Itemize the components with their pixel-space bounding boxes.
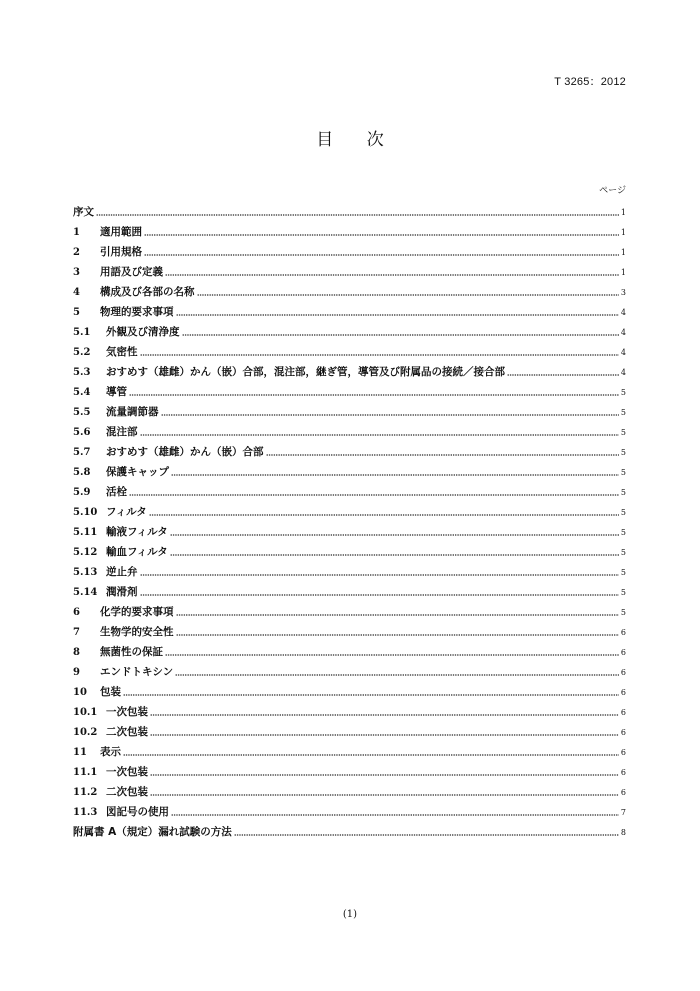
toc-dot-leader xyxy=(129,494,619,496)
toc-entry-title: 序文 xyxy=(73,206,94,218)
toc-entry[interactable] xyxy=(73,459,626,479)
toc-entry[interactable] xyxy=(73,719,626,739)
toc-entry-number: 5.13 xyxy=(73,567,98,578)
toc-dot-leader xyxy=(161,414,620,416)
toc-entry-number: 5.7 xyxy=(73,447,91,458)
toc-entry-title: おすめす（雄雌）かん（嵌）合部 xyxy=(106,446,264,458)
toc-dot-leader xyxy=(149,514,619,516)
toc-entry-page: 5 xyxy=(620,448,626,457)
toc-entry-number: 4 xyxy=(73,287,80,298)
toc-entry-page: 1 xyxy=(620,248,626,257)
toc-entry-page: 5 xyxy=(620,608,626,617)
toc-entry-title: エンドトキシン xyxy=(100,666,174,678)
toc-entry-number: 5.12 xyxy=(73,547,98,558)
toc-entry-number: 3 xyxy=(73,267,80,278)
toc-dot-leader xyxy=(175,674,619,676)
toc-entry-number: 5.5 xyxy=(73,407,91,418)
toc-entry-page: 4 xyxy=(620,348,626,357)
toc-entry[interactable] xyxy=(73,439,626,459)
toc-dot-leader xyxy=(507,374,619,376)
toc-entry-title: 輸血フィルタ xyxy=(106,546,168,558)
toc-entry-page: 5 xyxy=(620,548,626,557)
toc-entry[interactable] xyxy=(73,819,626,839)
toc-dot-leader xyxy=(176,634,620,636)
toc-entry-page: 5 xyxy=(620,408,626,417)
toc-entry-page: 4 xyxy=(620,368,626,377)
toc-entry-number: 9 xyxy=(73,667,80,678)
toc-entry-page: 6 xyxy=(620,788,626,797)
toc-entry-title: おすめす（雄雌）かん（嵌）合部，混注部，継ぎ管，導管及び附属品の接続／接合部 xyxy=(106,366,505,378)
toc-entry-page: 5 xyxy=(620,488,626,497)
page-footer-number: (1) xyxy=(342,909,358,920)
toc-dot-leader xyxy=(140,594,620,596)
toc-entry-page: 5 xyxy=(620,508,626,517)
toc-entry[interactable] xyxy=(73,659,626,679)
standard-number: T 3265：2012 xyxy=(554,76,626,88)
toc-entry-title: 適用範囲 xyxy=(100,226,142,238)
toc-entry-number: 5 xyxy=(73,307,80,318)
toc-entry-number: 5.3 xyxy=(73,367,91,378)
toc-entry[interactable] xyxy=(73,539,626,559)
toc-dot-leader xyxy=(140,434,620,436)
toc-entry-title: 一次包装 xyxy=(106,766,148,778)
toc-entry[interactable] xyxy=(73,699,626,719)
toc-entry[interactable] xyxy=(73,419,626,439)
toc-dot-leader xyxy=(171,814,619,816)
toc-entry-number: 5.6 xyxy=(73,427,91,438)
toc-dot-leader xyxy=(96,214,619,216)
toc-entry-title: 一次包装 xyxy=(106,706,148,718)
page-title: 目 次 xyxy=(316,130,398,150)
toc-entry[interactable] xyxy=(73,379,626,399)
toc-entry[interactable] xyxy=(73,759,626,779)
toc-entry-title: フィルタ xyxy=(106,506,147,518)
toc-entry-title: 気密性 xyxy=(106,346,138,358)
toc-dot-leader xyxy=(129,394,619,396)
toc-entry[interactable] xyxy=(73,559,626,579)
toc-entry-page: 6 xyxy=(620,768,626,777)
toc-entry-page: 1 xyxy=(620,268,626,277)
toc-entry[interactable] xyxy=(73,579,626,599)
toc-entry-title: 附属書 A（規定）漏れ試験の方法 xyxy=(73,826,232,838)
toc-entry-title: 流量調節器 xyxy=(106,406,159,418)
toc-entry-page: 8 xyxy=(620,828,626,837)
toc-entry-page: 6 xyxy=(620,748,626,757)
toc-entry[interactable] xyxy=(73,319,626,339)
toc-entry-page: 5 xyxy=(620,588,626,597)
toc-entry-page: 6 xyxy=(620,668,626,677)
toc-entry-title: 無菌性の保証 xyxy=(100,646,163,658)
toc-dot-leader xyxy=(123,754,619,756)
toc-dot-leader xyxy=(197,294,620,296)
toc-entry-page: 6 xyxy=(620,728,626,737)
table-of-contents xyxy=(73,199,626,839)
toc-entry-page: 5 xyxy=(620,428,626,437)
toc-entry-number: 10.2 xyxy=(73,727,98,738)
toc-entry-number: 5.1 xyxy=(73,327,91,338)
toc-entry[interactable] xyxy=(73,499,626,519)
toc-dot-leader xyxy=(144,234,619,236)
toc-entry-title: 逆止弁 xyxy=(106,566,138,578)
toc-entry-number: 5.9 xyxy=(73,487,91,498)
toc-dot-leader xyxy=(170,554,619,556)
toc-dot-leader xyxy=(150,714,619,716)
toc-entry-page: 1 xyxy=(620,208,626,217)
toc-entry-number: 5.10 xyxy=(73,507,98,518)
toc-entry-title: 活栓 xyxy=(106,486,127,498)
toc-entry-title: 導管 xyxy=(106,386,127,398)
toc-entry-number: 8 xyxy=(73,647,80,658)
page-column-label: ページ xyxy=(599,186,626,196)
toc-entry-page: 6 xyxy=(620,708,626,717)
toc-entry[interactable] xyxy=(73,399,626,419)
toc-entry[interactable] xyxy=(73,339,626,359)
toc-entry-number: 11 xyxy=(73,747,87,758)
toc-entry-title: 保護キャップ xyxy=(106,466,169,478)
toc-dot-leader xyxy=(140,354,620,356)
toc-entry-number: 6 xyxy=(73,607,80,618)
toc-entry[interactable] xyxy=(73,299,626,319)
toc-entry-number: 11.2 xyxy=(73,787,98,798)
toc-dot-leader xyxy=(165,274,619,276)
toc-entry-number: 5.4 xyxy=(73,387,91,398)
toc-entry-title: 生物学的安全性 xyxy=(100,626,174,638)
toc-entry[interactable] xyxy=(73,359,626,379)
toc-entry-title: 潤滑剤 xyxy=(106,586,138,598)
toc-entry-title: 包装 xyxy=(100,686,121,698)
toc-entry-number: 1 xyxy=(73,227,80,238)
toc-entry[interactable] xyxy=(73,279,626,299)
toc-entry-page: 6 xyxy=(620,648,626,657)
toc-entry-page: 7 xyxy=(620,808,626,817)
toc-entry[interactable] xyxy=(73,639,626,659)
toc-entry[interactable] xyxy=(73,599,626,619)
toc-entry-number: 5.2 xyxy=(73,347,91,358)
toc-entry-page: 6 xyxy=(620,628,626,637)
toc-entry-page: 6 xyxy=(620,688,626,697)
toc-entry-title: 外観及び清浄度 xyxy=(106,326,180,338)
toc-dot-leader xyxy=(140,574,620,576)
toc-entry-page: 5 xyxy=(620,388,626,397)
toc-entry[interactable] xyxy=(73,219,626,239)
toc-dot-leader xyxy=(176,314,620,316)
toc-dot-leader xyxy=(176,614,620,616)
toc-entry[interactable] xyxy=(73,779,626,799)
toc-entry-number: 11.3 xyxy=(73,807,98,818)
toc-entry-page: 5 xyxy=(620,528,626,537)
toc-dot-leader xyxy=(144,254,619,256)
toc-entry-title: 物理的要求事項 xyxy=(100,306,174,318)
toc-dot-leader xyxy=(234,834,619,836)
toc-dot-leader xyxy=(266,454,620,456)
toc-entry-page: 5 xyxy=(620,568,626,577)
toc-dot-leader xyxy=(171,474,619,476)
toc-entry[interactable] xyxy=(73,679,626,699)
toc-entry-number: 10.1 xyxy=(73,707,98,718)
toc-entry-title: 二次包装 xyxy=(106,726,148,738)
toc-entry-title: 図記号の使用 xyxy=(106,806,169,818)
toc-entry-title: 化学的要求事項 xyxy=(100,606,174,618)
toc-entry[interactable] xyxy=(73,199,626,219)
toc-entry-number: 5.8 xyxy=(73,467,91,478)
toc-entry-number: 11.1 xyxy=(73,767,98,778)
toc-entry-title: 輸液フィルタ xyxy=(106,526,168,538)
toc-entry-page: 4 xyxy=(620,308,626,317)
toc-entry-page: 4 xyxy=(620,328,626,337)
toc-entry-page: 3 xyxy=(620,288,626,297)
toc-dot-leader xyxy=(182,334,620,336)
toc-entry[interactable] xyxy=(73,239,626,259)
toc-dot-leader xyxy=(150,794,619,796)
toc-entry-title: 混注部 xyxy=(106,426,138,438)
toc-entry-title: 用語及び定義 xyxy=(100,266,163,278)
toc-entry-title: 引用規格 xyxy=(100,246,142,258)
toc-entry-title: 構成及び各部の名称 xyxy=(100,286,195,298)
toc-entry[interactable] xyxy=(73,619,626,639)
toc-dot-leader xyxy=(165,654,619,656)
toc-entry-title: 二次包装 xyxy=(106,786,148,798)
toc-entry[interactable] xyxy=(73,799,626,819)
toc-dot-leader xyxy=(150,774,619,776)
toc-entry-title: 表示 xyxy=(100,746,121,758)
toc-entry-number: 2 xyxy=(73,247,80,258)
toc-entry[interactable] xyxy=(73,479,626,499)
toc-entry-number: 7 xyxy=(73,627,80,638)
toc-entry-number: 10 xyxy=(73,687,87,698)
toc-dot-leader xyxy=(150,734,619,736)
toc-entry-number: 5.14 xyxy=(73,587,98,598)
toc-entry-page: 1 xyxy=(620,228,626,237)
toc-dot-leader xyxy=(170,534,619,536)
toc-entry-number: 5.11 xyxy=(73,527,98,538)
toc-entry-page: 5 xyxy=(620,468,626,477)
toc-entry[interactable] xyxy=(73,259,626,279)
toc-entry[interactable] xyxy=(73,519,626,539)
toc-entry[interactable] xyxy=(73,739,626,759)
toc-dot-leader xyxy=(123,694,619,696)
